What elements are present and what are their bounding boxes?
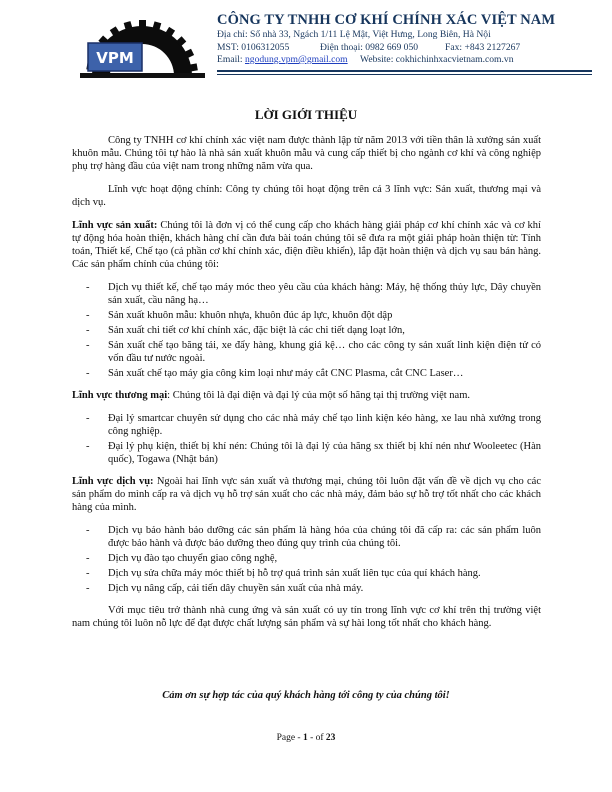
list-item: - Đại lý phụ kiện, thiết bị khí nén: Chúng tôi là đại lý của hãng sx thiết bị khí nén như Wooleetec (Hàn quốc), Togawa (Nhật bản)	[72, 440, 541, 466]
email-line	[217, 54, 592, 67]
page-total: 23	[325, 733, 336, 743]
list-item: - Dịch vụ đào tạo chuyển giao công nghệ,	[72, 552, 541, 565]
service-list	[72, 524, 541, 595]
list-item: - Đại lý smartcar chuyên sử dụng cho các nhà máy chế tạo linh kiện kéo hàng, xe lau nhà xưởng trong công nghiệp.	[72, 412, 541, 438]
production-text: Chúng tôi là đơn vị có thể cung cấp cho khách hàng giải pháp cơ khí chính xác và cơ khí tự động hóa hoàn thiện, khách hàng chỉ cần đưa bài toán chúng tôi sẽ đưa ra một giải pháp hoàn thiện từ: Tính toán, Thiết kế, Chế tạo (cả phần cơ khí chính xác, điện điều khiển), lắp đặt hoàn thiện và dịch vụ sau bán hàng. Các sản phẩm chính của chúng tôi:	[72, 220, 541, 270]
commerce-list	[72, 412, 541, 466]
list-item: - Sản xuất khuôn mẫu: khuôn nhựa, khuôn đúc áp lực, khuôn đột dập	[72, 309, 541, 322]
header-rule-thick	[217, 70, 592, 72]
contact-line	[217, 42, 592, 55]
gear-logo-icon	[77, 10, 208, 80]
service-text: Ngoài hai lĩnh vực sản xuất và thương mại, chúng tôi luôn đặt vấn đề về dịch vụ cho các sản phẩm do mình cấp ra và dịch vụ hỗ trợ sản xuất cho các nhà máy, đảm bảo sự hỗ trợ tốt nhất cho các khách hàng của mình.	[72, 476, 541, 513]
page-mid: - of	[307, 733, 326, 743]
page-prefix: Page -	[276, 733, 303, 743]
company-logo	[77, 10, 208, 80]
tax-code: MST: 0106312055	[217, 41, 290, 53]
page-title: LỜI GIỚI THIỆU	[254, 107, 358, 122]
list-item: - Dịch vụ sửa chữa máy móc thiết bị hỗ trợ quá trình sản xuất liên tục của quí khách hàng.	[72, 567, 541, 580]
service-paragraph	[72, 475, 541, 514]
list-item: - Sản xuất chế tạo máy gia công kim loại như máy cắt CNC Plasma, cắt CNC Laser…	[72, 367, 541, 380]
list-item: - Dịch vụ bảo hành bảo dưỡng các sản phẩm là hàng hóa của chúng tôi đã cấp ra: các sản phẩm luôn được bảo hành và được bảo dưỡng theo đúng quy trình của chúng tôi.	[72, 524, 541, 550]
phone: Điện thoại: 0982 669 050	[320, 41, 419, 53]
fields-paragraph: Lĩnh vực hoạt động chính: Công ty chúng tôi hoạt động trên cả 3 lĩnh vực: Sản xuất, thương mại và dịch vụ.	[72, 184, 541, 208]
website: Website: cokhichinhxacvietnam.com.vn	[360, 54, 514, 65]
service-heading: Lĩnh vực dịch vụ:	[72, 476, 154, 487]
production-list	[72, 281, 541, 380]
list-item: - Dịch vụ nâng cấp, cải tiến dây chuyền sản xuất của nhà máy.	[72, 582, 541, 595]
address: Địa chỉ: Số nhà 33, Ngách 1/11 Lệ Mật, Việt Hưng, Long Biên, Hà Nội	[217, 29, 491, 40]
commerce-text: : Chúng tôi là đại diện và đại lý của một số hãng tại thị trường việt nam.	[167, 390, 471, 401]
list-item: - Sản xuất chế tạo băng tải, xe đẩy hàng, khung giá kệ… cho các công ty sản xuất linh kiện điện tử có vốn đầu tư nước ngoài.	[72, 339, 541, 365]
intro-paragraph: Công ty TNHH cơ khí chính xác việt nam được thành lập từ năm 2013 với tiền thân là xưởng sản xuất khuôn mẫu. Chúng tôi tự hào là nhà sản xuất khuôn mẫu và cung cấp thiết bị cho ngành cơ khí và công nghiệp phụ trợ hàng đầu của việt nam trong những năm vừa qua.	[72, 135, 541, 172]
thanks-line: Cảm ơn sự hợp tác của quý khách hàng tới công ty của chúng tôi!	[162, 690, 450, 701]
document-body	[72, 134, 541, 640]
email-link[interactable]: ngodung.vpm@gmail.com	[244, 54, 348, 65]
company-name: CÔNG TY TNHH CƠ KHÍ CHÍNH XÁC VIỆT NAM	[217, 12, 556, 28]
list-item: - Dịch vụ thiết kế, chế tạo máy móc theo yêu cầu của khách hàng: Máy, hệ thống thủy lực, Dây chuyền sản xuất, cầu nâng hạ…	[72, 281, 541, 307]
goal-paragraph: Với mục tiêu trở thành nhà cung ứng và sản xuất có uy tín trong lĩnh vực cơ khí trên thị trường việt nam chúng tôi luôn nỗ lực để đạt được chất lượng sản phẩm và sự hài long tốt nhất cho khách hàng.	[72, 605, 541, 629]
production-heading: Lĩnh vực sản xuất:	[72, 220, 158, 231]
page-current: 1	[302, 733, 308, 743]
page-footer	[0, 733, 612, 743]
header-rule-thin	[217, 74, 592, 75]
commerce-heading: Lĩnh vực thương mại	[72, 390, 168, 401]
fax: Fax: +843 2127267	[445, 41, 521, 53]
commerce-paragraph	[72, 389, 541, 402]
letterhead	[217, 12, 592, 67]
production-paragraph	[72, 219, 541, 271]
email-label: Email:	[217, 54, 243, 65]
logo-text: VPM	[96, 49, 134, 67]
list-item: - Sản xuất chi tiết cơ khí chính xác, đặc biệt là các chi tiết dạng loạt lớn,	[72, 324, 541, 337]
